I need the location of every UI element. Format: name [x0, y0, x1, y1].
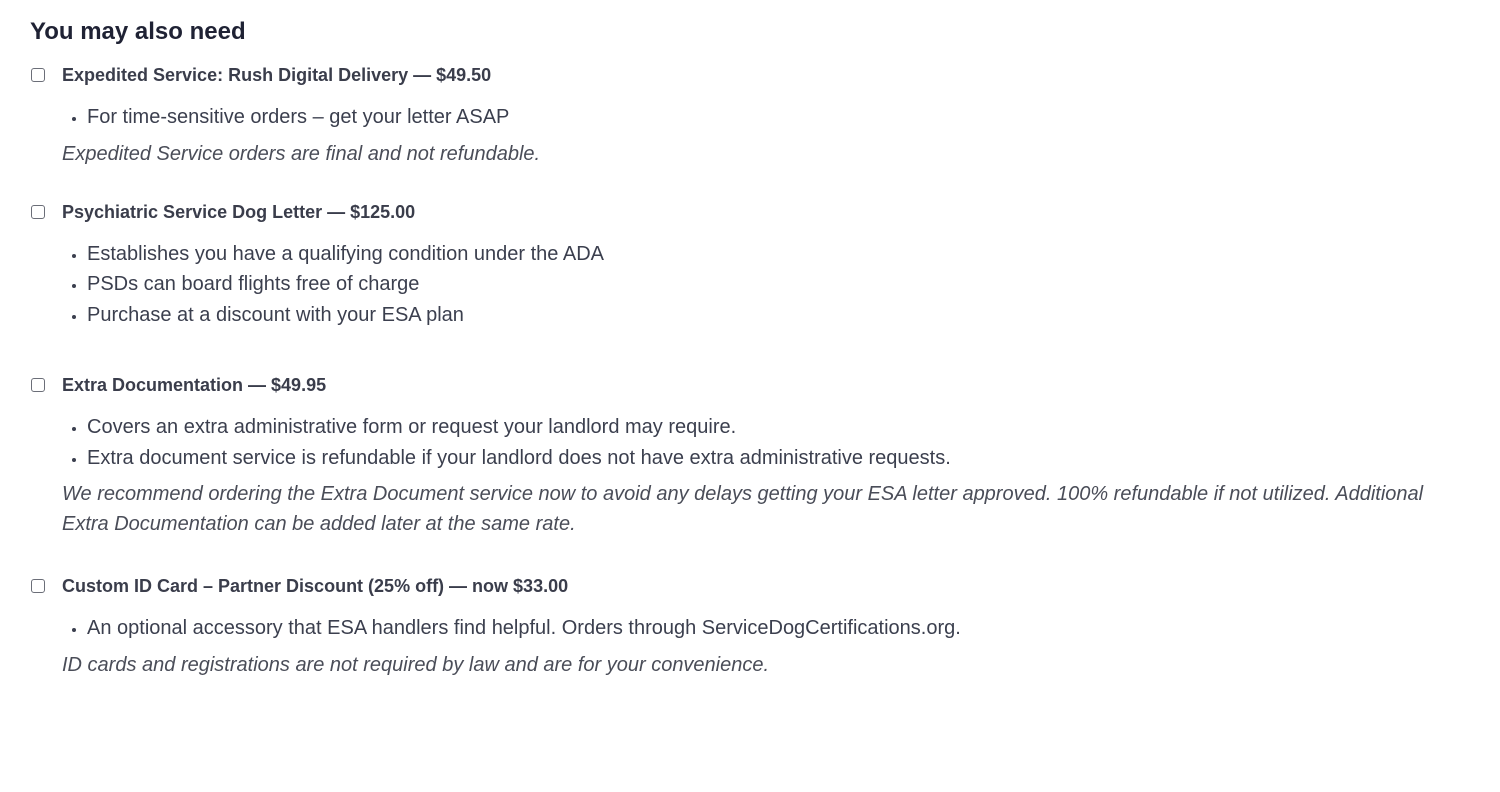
- list-item: • Purchase at a discount with your ESA plan: [87, 300, 1470, 331]
- addon-custom-id-card: [30, 575, 1470, 680]
- list-item: • Covers an extra administrative form or request your landlord may require.: [87, 412, 1470, 443]
- section-heading: You may also need: [30, 18, 246, 45]
- addon-note: Expedited Service orders are final and not refundable.: [62, 142, 541, 165]
- addon-note: We recommend ordering the Extra Document service now to avoid any delays getting your ESA letter approved. 100% refundable if not utilized. Additional Extra Documentation can be added later at the same rate.: [62, 483, 1424, 535]
- list-item: • Extra document service is refundable if your landlord does not have extra administrative requests.: [87, 443, 1470, 474]
- addon-benefits-list: [30, 613, 1470, 644]
- addon-benefits-list: [30, 412, 1470, 473]
- addon-option-row[interactable]: [30, 201, 1470, 223]
- list-item: • An optional accessory that ESA handlers find helpful. Orders through ServiceDogCertifications.org.: [87, 613, 1470, 644]
- addon-checkbox[interactable]: [31, 205, 45, 219]
- list-item: • For time-sensitive orders – get your letter ASAP: [87, 102, 1470, 133]
- addon-note: ID cards and registrations are not required by law and are for your convenience.: [62, 653, 770, 676]
- addon-title: Expedited Service: Rush Digital Delivery — $49.50: [62, 65, 492, 85]
- list-item: • PSDs can board flights free of charge: [87, 269, 1470, 300]
- addon-checkbox[interactable]: [31, 68, 45, 82]
- addon-psd-letter: [30, 201, 1470, 331]
- addon-checkbox[interactable]: [31, 378, 45, 392]
- addon-checkbox[interactable]: [31, 579, 45, 593]
- addon-title: Psychiatric Service Dog Letter — $125.00: [62, 201, 416, 222]
- addon-option-row[interactable]: [30, 64, 1470, 86]
- addon-title: Custom ID Card – Partner Discount (25% off) — now $33.00: [62, 576, 569, 596]
- addon-option-row[interactable]: [30, 575, 1470, 597]
- addon-benefits-list: [30, 102, 1470, 133]
- addon-option-row[interactable]: [30, 374, 1470, 396]
- addon-extra-documentation: [30, 374, 1470, 539]
- addon-title: Extra Documentation — $49.95: [62, 375, 327, 395]
- addon-benefits-list: [30, 239, 1470, 331]
- addon-expedited-service: [30, 64, 1470, 169]
- list-item: • Establishes you have a qualifying condition under the ADA: [87, 239, 1470, 270]
